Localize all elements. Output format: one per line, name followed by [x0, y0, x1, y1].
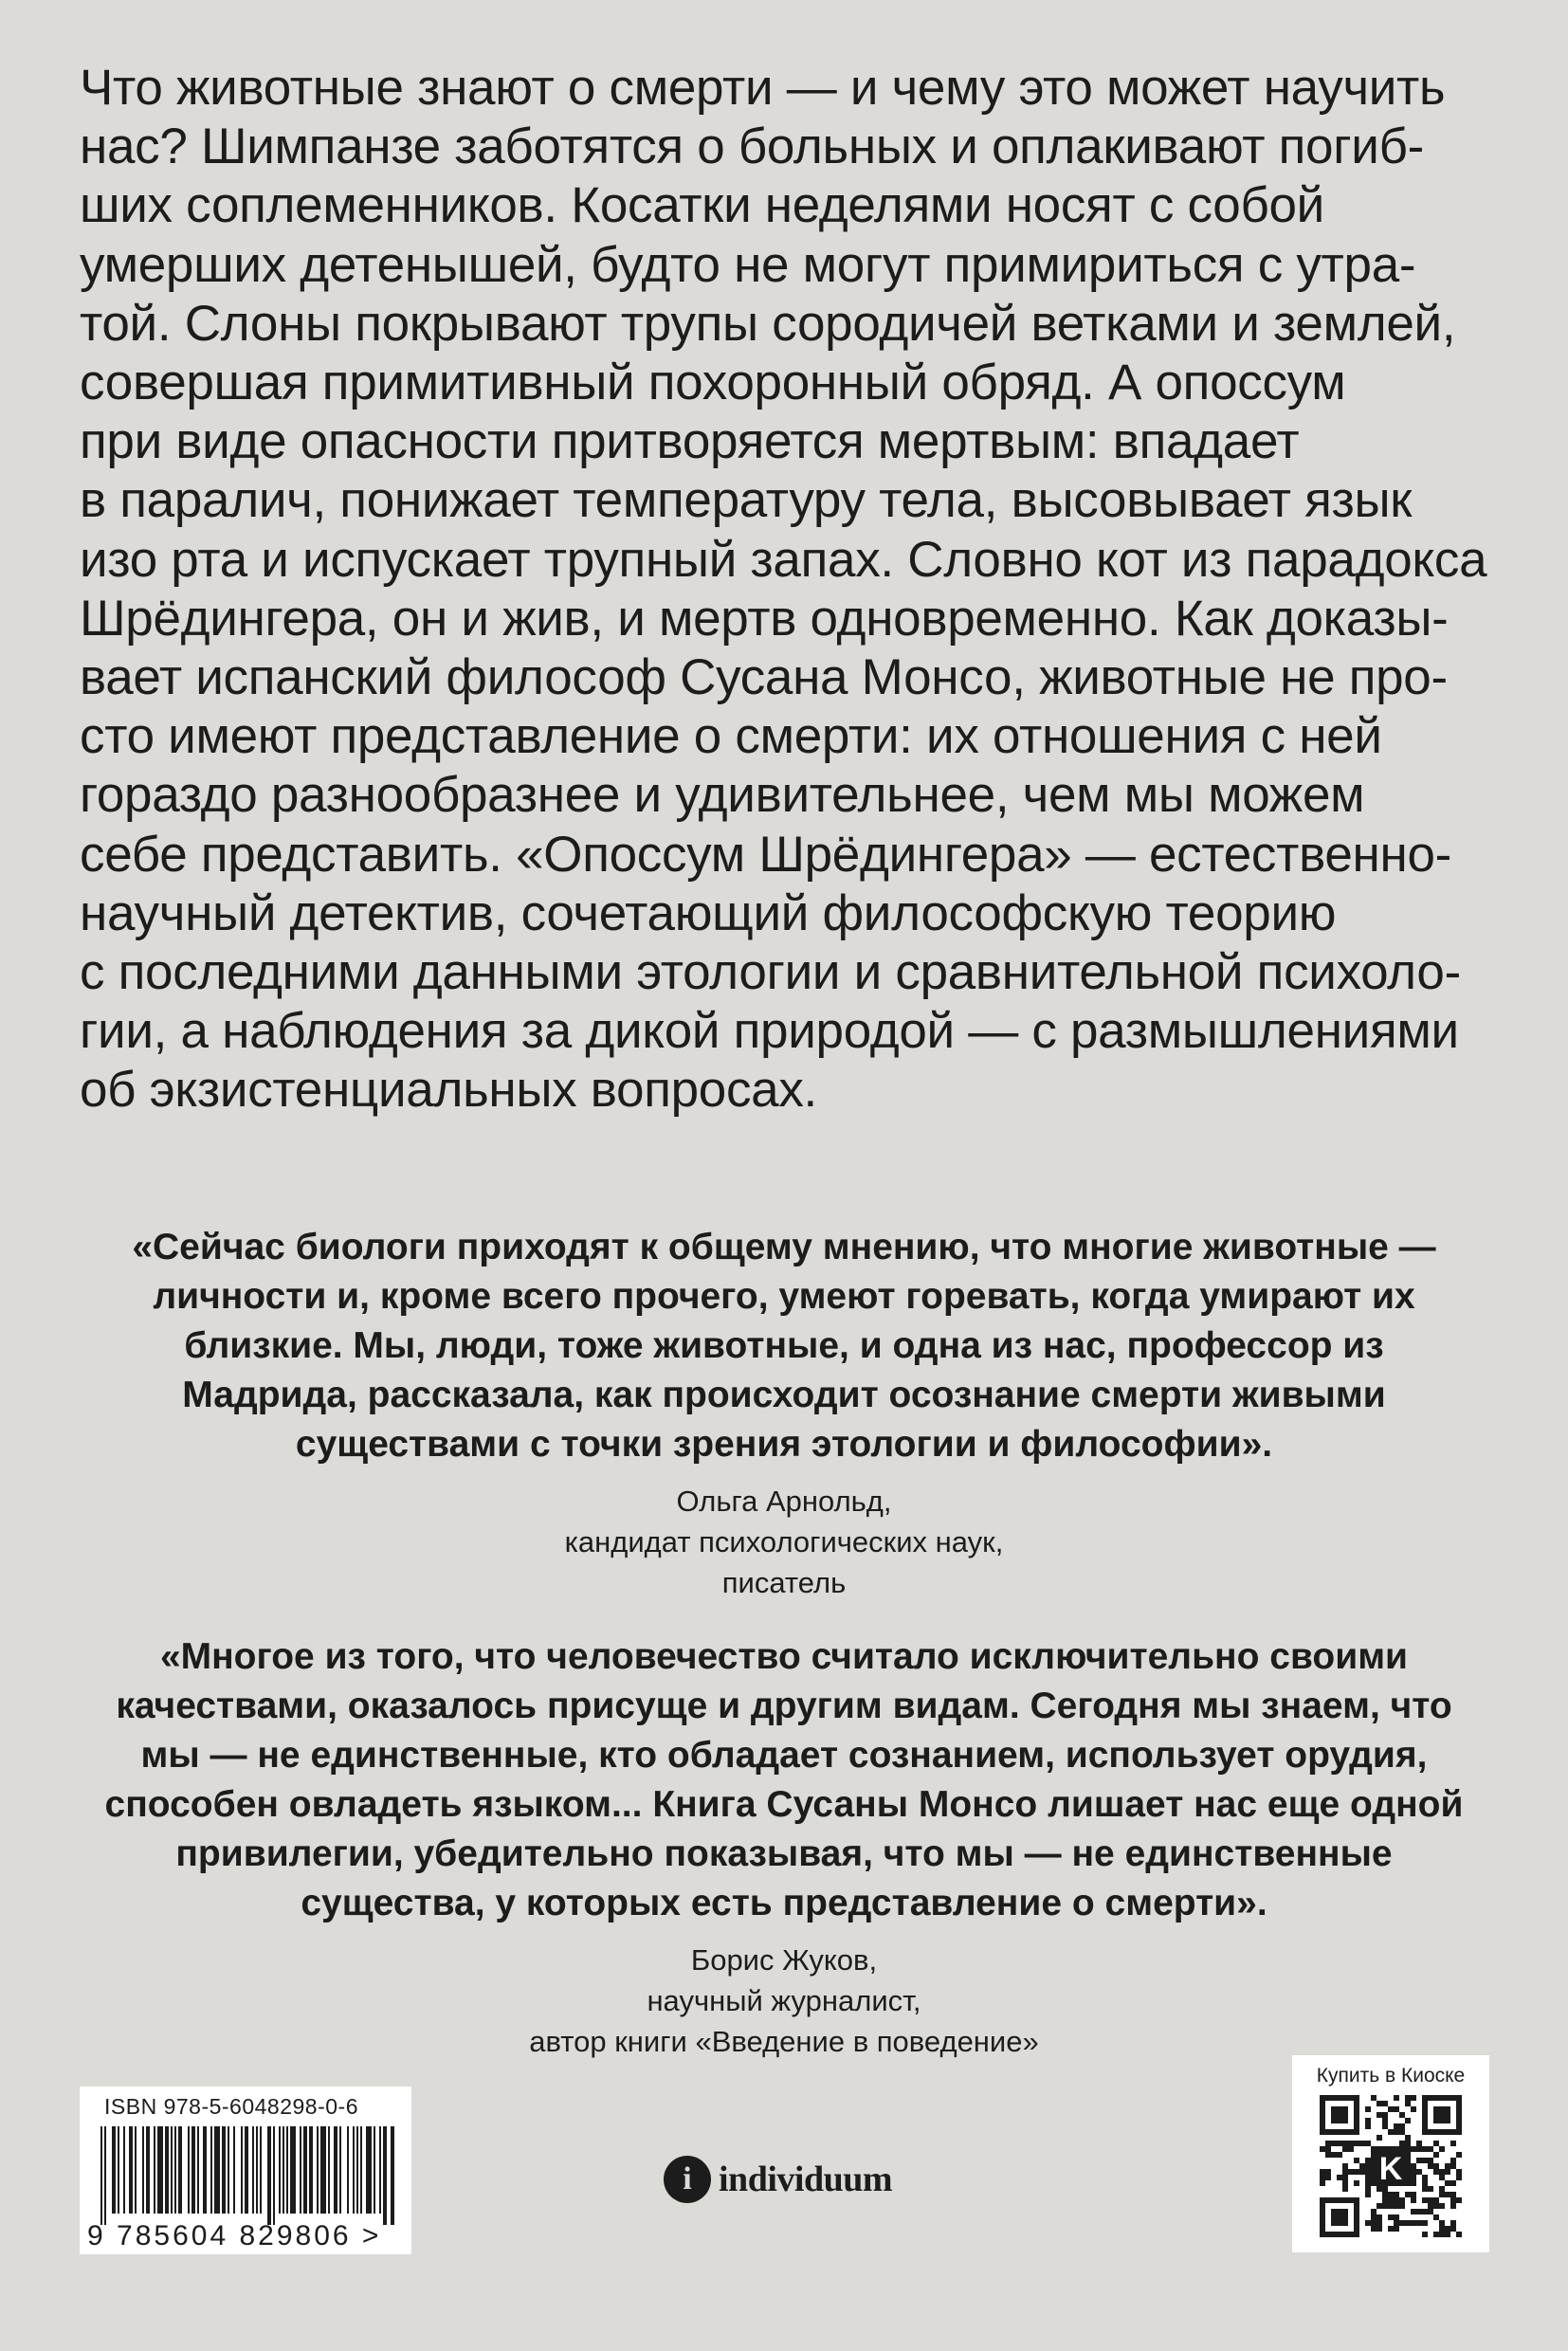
quote-line: личности и, кроме всего прочего, умеют горевать, когда умирают их	[153, 1276, 1415, 1317]
barcode-bar	[366, 2126, 372, 2214]
attribution-line: Ольга Арнольд,	[676, 1485, 892, 1518]
description-line: той. Слоны покрывают трупы сородичей ветками и землей,	[80, 295, 1456, 352]
barcode-bar	[260, 2126, 262, 2214]
barcode-bar	[283, 2126, 284, 2214]
quote-line: качествами, оказалось присуще и другим видам. Сегодня мы знаем, что	[116, 1686, 1452, 1726]
barcode-bar	[135, 2126, 137, 2214]
attribution-line: писатель	[721, 1566, 847, 1599]
description-line: сто имеют представление о смерти: их отношения с ней	[80, 708, 1382, 765]
barcode-bar	[174, 2126, 176, 2214]
barcode-bar	[154, 2126, 155, 2214]
quote-line: «Сейчас биологи приходят к общему мнению, что многие животные —	[132, 1227, 1436, 1267]
description-line: ших соплеменников. Косатки неделями носят с собой	[80, 177, 1324, 234]
barcode-bar	[391, 2126, 394, 2225]
barcode-bar	[146, 2126, 150, 2214]
barcode-bar	[157, 2126, 163, 2214]
description-line: с последними данными этологии и сравнительной психоло-	[80, 944, 1461, 1001]
book-description	[80, 59, 1502, 1121]
barcode-bar	[383, 2126, 387, 2225]
barcode-bar	[339, 2126, 341, 2214]
attribution-line: научный журналист,	[647, 1984, 921, 2017]
barcode-bar	[379, 2126, 381, 2214]
barcode-bar	[112, 2126, 116, 2214]
barcode-bar	[203, 2126, 207, 2214]
quote-attribution	[57, 1481, 1511, 1603]
description-line: об экзистенциальных вопросах.	[80, 1062, 817, 1119]
barcode-bar	[129, 2126, 133, 2214]
barcode-bar	[123, 2126, 125, 2214]
review-quote-zhukov	[57, 1632, 1511, 2062]
barcode-bar	[142, 2126, 144, 2214]
attribution-line: кандидат психологических наук,	[564, 1525, 1004, 1558]
publisher-i-icon: i	[664, 2156, 711, 2203]
description-line: себе представить. «Опоссум Шрёдингера» — естественно-	[80, 826, 1452, 883]
quote-line: Мадрида, рассказала, как происходит осознание смерти живыми	[182, 1375, 1386, 1415]
attribution-line: Борис Жуков,	[690, 1943, 878, 1977]
description-line: гораздо разнообразнее и удивительнее, чем мы можем	[80, 767, 1365, 824]
description-line: умерших детенышей, будто не могут примириться с утра-	[80, 236, 1416, 293]
isbn-label: ISBN 978-5-6048298-0-6	[104, 2094, 358, 2119]
barcode-bar	[100, 2126, 102, 2225]
isbn-barcode	[80, 2087, 411, 2254]
barcode-bar	[290, 2126, 296, 2214]
barcode-bar	[309, 2126, 313, 2214]
quote-line: способен овладеть языком... Книга Сусаны Монсо лишает нас еще одной	[104, 1784, 1464, 1825]
barcode-bar	[353, 2126, 355, 2214]
kiosk-qr-code[interactable]	[1292, 2055, 1489, 2252]
description-line: научный детектив, сочетающий философскую теорию	[80, 884, 1337, 941]
barcode-bar	[188, 2126, 190, 2214]
description-line: при виде опасности притворяется мертвым: впадает	[80, 413, 1300, 470]
isbn-digits: 9 785604 829806 >	[87, 2220, 382, 2251]
barcode-bar	[279, 2126, 281, 2214]
review-quote-arnold	[57, 1223, 1511, 1603]
quote-line: существа, у которых есть представление о смерти».	[301, 1883, 1267, 1923]
barcode-bar	[286, 2126, 288, 2214]
barcode-bar	[273, 2126, 275, 2225]
barcode-bar	[303, 2126, 307, 2214]
quote-line: «Многое из того, что человечество считало исключительно своими	[159, 1636, 1409, 1677]
description-line: Что животные знают о смерти — и чему это может научить	[80, 60, 1446, 116]
description-line: нас? Шимпанзе заботятся о больных и оплакивают погиб-	[80, 118, 1424, 175]
description-line: в паралич, понижает температуру тела, высовывает язык	[80, 472, 1413, 529]
barcode-bar	[328, 2126, 330, 2214]
barcode-bar	[104, 2126, 106, 2225]
barcode-bar	[210, 2126, 212, 2214]
barcode-bar	[320, 2126, 326, 2214]
barcode-bar	[245, 2126, 248, 2214]
barcode-bar	[165, 2126, 169, 2214]
barcode-bar	[267, 2126, 271, 2225]
barcode-bar	[191, 2126, 195, 2214]
barcode-bar	[360, 2126, 362, 2214]
quote-line: близкие. Мы, люди, тоже животные, и одна из нас, профессор из	[184, 1325, 1384, 1366]
description-line: изо рта и испускает трупный запах. Словно кот из парадокса	[80, 531, 1487, 588]
qr-label: Купить в Киоске	[1316, 2065, 1466, 2087]
barcode-bar	[118, 2126, 119, 2214]
description-line: совершая примитивный похоронный обряд. А опоссум	[80, 355, 1346, 411]
publisher-name: individuum	[719, 2160, 892, 2199]
barcode-bar	[233, 2126, 235, 2214]
barcode-bar	[222, 2126, 226, 2214]
barcode-bar	[334, 2126, 337, 2214]
barcode-bar	[228, 2126, 229, 2214]
barcode-bar	[317, 2126, 319, 2214]
barcode-bar	[178, 2126, 182, 2214]
barcode-bar	[300, 2126, 301, 2214]
barcode-bar	[347, 2126, 349, 2214]
description-line: гии, а наблюдения за дикой природой — с размышлениями	[80, 1003, 1459, 1060]
quote-line: мы — не единственные, кто обладает сознанием, использует орудия,	[140, 1735, 1428, 1776]
description-line: Шрёдингера, он и жив, и мертв одновременно. Как доказы-	[80, 590, 1449, 647]
quote-line: привилегии, убедительно показывая, что мы — не единственные	[175, 1833, 1393, 1874]
quote-attribution	[57, 1940, 1511, 2062]
barcode-bar	[252, 2126, 254, 2214]
barcode-bar	[356, 2126, 358, 2214]
barcode-bar	[171, 2126, 173, 2214]
barcode-bar	[241, 2126, 243, 2214]
qr-code-icon[interactable]	[1309, 2095, 1472, 2237]
attribution-line: автор книги «Введение в поведение»	[529, 2025, 1039, 2058]
barcode-bar	[256, 2126, 258, 2214]
publisher-logo	[664, 2152, 892, 2207]
description-line: вает испанский философ Сусана Монсо, животные не про-	[80, 649, 1448, 706]
barcode-bar	[374, 2126, 375, 2214]
kiosk-k-letter: K	[1378, 2150, 1403, 2187]
barcode-bar	[214, 2126, 220, 2214]
quote-line: существами с точки зрения этологии и философии».	[295, 1424, 1273, 1465]
barcode-bar	[197, 2126, 199, 2214]
